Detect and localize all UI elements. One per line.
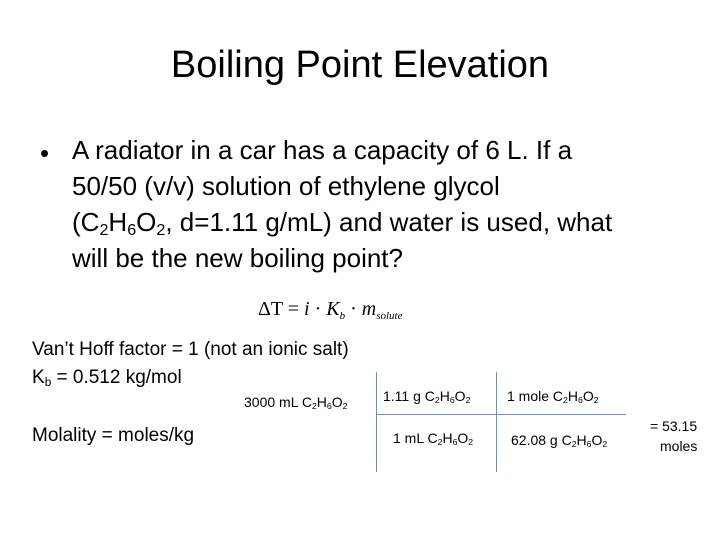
problem-statement [72,132,702,276]
molality-definition: Molality = moles/kg [32,425,195,446]
molar-mass-numerator: 1 mole $C_2H_6O_2$ [507,388,599,406]
problem-line-2: 50/50 (v/v) solution of ethylene glycol [72,171,500,201]
given-volume: 3000 mL $C_2H_6O_2$ [244,394,348,412]
vant-hoff-factor: Van’t Hoff factor = 1 (not an ionic salt) [32,339,349,360]
molar-mass-denominator: 62.08 g $C_2H_6O_2$ [511,432,608,450]
kb-constant: $K_b = 0.512$ kg/mol [32,367,182,389]
fraction-bar [376,414,626,415]
result-unit: moles [660,438,698,454]
column-divider-1 [376,372,377,472]
column-divider-2 [496,372,497,472]
problem-line-3: ($C_2H_6O_2$, d=1.11 g/mL) and water is used, what [72,207,613,240]
slide-title: Boiling Point Elevation [170,44,550,86]
density-numerator: 1.11 g $C_2H_6O_2$ [383,388,471,406]
density-denominator: 1 mL $C_2H_6O_2$ [393,430,474,448]
problem-line-4: will be the new boiling point? [72,243,403,273]
bullet-marker: • [40,138,50,168]
formula: $\Delta T = i \cdot K_b \cdot m_{solute}$ [258,298,403,322]
result-value: = 53.15 [650,418,698,434]
problem-line-1: A radiator in a car has a capacity of 6 L. If a [72,135,573,165]
